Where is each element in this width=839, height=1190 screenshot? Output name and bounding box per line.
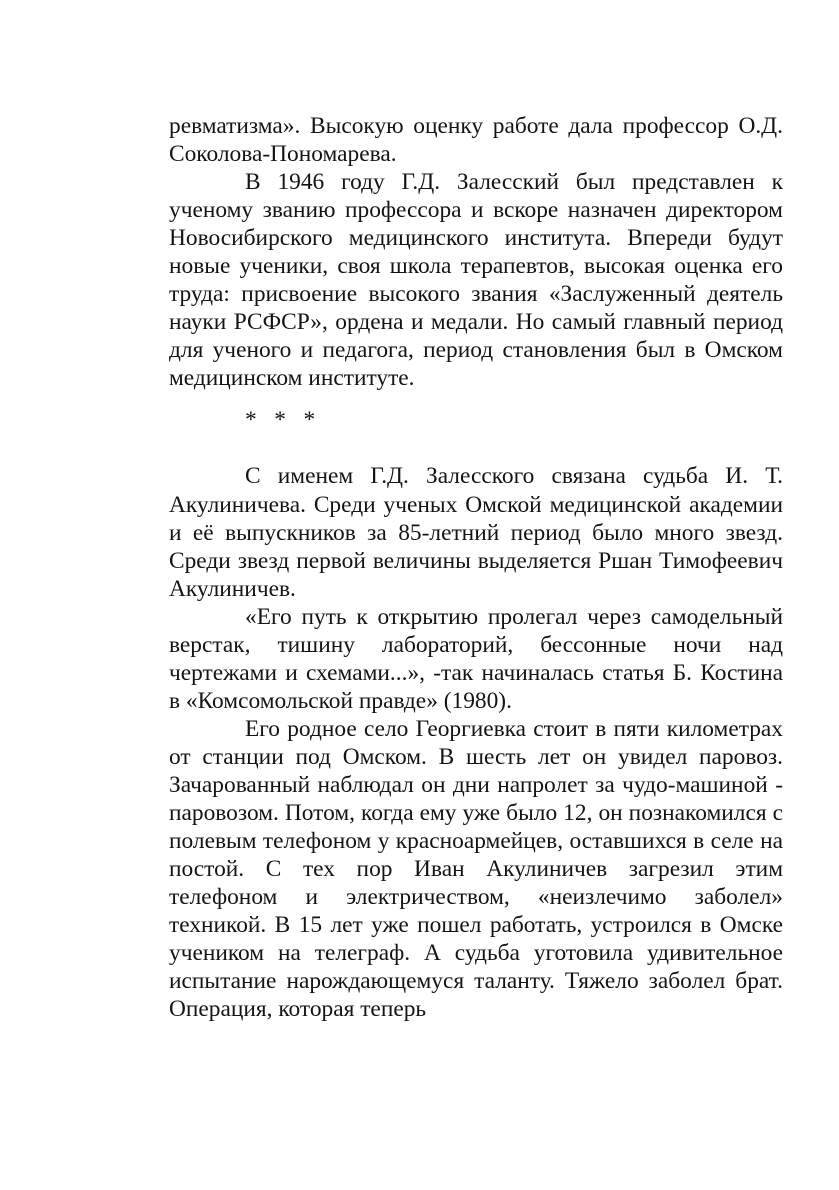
document-page: [169, 112, 783, 1023]
paragraph-quote-kostin: «Его путь к открытию пролегал через самодельный верстак, тишину лабораторий, бессонные ночи над чертежами и схемами...», -так начиналась статья Б. Костина в «Комсомольской правде» (1980).: [169, 603, 783, 714]
paragraph-akulinichev-intro: С именем Г.Д. Залесского связана судьба И. Т. Акулиничева. Среди ученых Омской медицинской академии и её выпускников за 85-летний период было много звезд. Среди звезд первой величины выделяется Ршан Тимофеевич Акулиничев.: [169, 463, 783, 602]
paragraph-zalessky-1946: В 1946 году Г.Д. Залесский был представлен к ученому званию профессора и вскоре назначен директором Новосибирского медицинского института. Впереди будут новые ученики, своя школа терапевтов, высокая оценка его труда: присвоение высокого звания «Заслуженный деятель науки РСФСР», ордена и медали. Но самый главный период для ученого и педагога, период становления был в Омском медицинском институте.: [169, 169, 783, 392]
section-separator: * * *: [245, 407, 322, 434]
paragraph-continuation: ревматизма». Высокую оценку работе дала профессор О.Д. Соколова-Пономарева.: [169, 113, 783, 168]
paragraph-childhood: Его родное село Георгиевка стоит в пяти километрах от станции под Омском. В шесть лет он увидел паровоз. Зачарованный наблюдал он дни напролет за чудо-машиной - паровозом. Потом, когда ему уже было 12, он познакомился с полевым телефоном у красноармейцев, оставшихся в селе на постой. С тех пор Иван Акулиничев загрезил этим телефоном и электричеством, «неизлечимо заболел» техникой. В 15 лет уже пошел работать, устроился в Омске учеником на телеграф. А судьба уготовила удивительное испытание нарождающемуся таланту. Тяжело заболел брат. Операция, которая теперь: [169, 715, 783, 1023]
